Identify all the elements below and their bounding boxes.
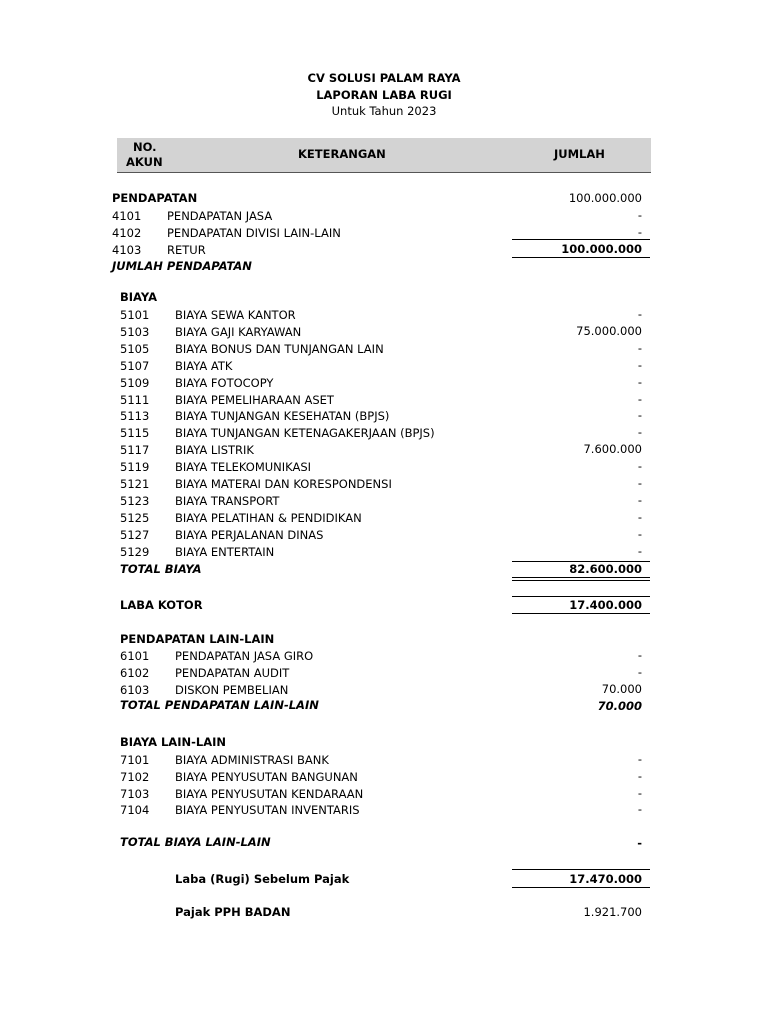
header-no: NO.: [133, 140, 157, 154]
total-biaya-lain-label: TOTAL BIAYA LAIN-LAIN: [120, 835, 271, 849]
row-code: 5103: [120, 324, 150, 339]
row-name: BIAYA SEWA KANTOR: [175, 308, 296, 322]
row-code: 5121: [120, 477, 150, 491]
row-name: BIAYA LISTRIK: [175, 443, 254, 458]
row-name: BIAYA ENTERTAIN: [175, 544, 275, 559]
row-amount: -: [637, 357, 642, 372]
row-code: 6103: [120, 683, 150, 697]
row-name: PENDAPATAN JASA GIRO: [175, 649, 314, 663]
row-code: 7102: [120, 769, 150, 784]
pendapatan-name: PENDAPATAN DIVISI LAIN-LAIN: [167, 226, 341, 240]
report-title: LAPORAN LABA RUGI: [316, 88, 452, 102]
row-amount: -: [637, 459, 642, 474]
row-amount: -: [637, 492, 642, 507]
header-akun: AKUN: [126, 155, 163, 169]
pendapatan-item-amount: -: [637, 208, 642, 222]
header-jumlah: JUMLAH: [554, 147, 605, 161]
row-code: 5107: [120, 358, 150, 373]
row-amount: -: [637, 340, 642, 355]
row-name: BIAYA PELATIHAN & PENDIDIKAN: [175, 510, 362, 525]
rule: [512, 869, 650, 870]
row-code: 5115: [120, 426, 150, 441]
row-amount: -: [637, 476, 642, 490]
laba-sebelum-pajak-label: Laba (Rugi) Sebelum Pajak: [175, 872, 350, 886]
row-code: 5129: [120, 544, 150, 559]
row-amount: -: [637, 785, 642, 800]
row-amount: -: [637, 768, 642, 783]
section-biaya-lain: BIAYA LAIN-LAIN: [120, 735, 227, 749]
row-amount: -: [637, 665, 642, 679]
row-amount: -: [637, 425, 642, 440]
row-code: 5105: [120, 341, 150, 356]
row-name: BIAYA GAJI KARYAWAN: [175, 324, 302, 339]
row-amount: 75.000.000: [576, 323, 642, 338]
row-name: PENDAPATAN AUDIT: [175, 666, 290, 680]
row-name: BIAYA BONUS DAN TUNJANGAN LAIN: [175, 341, 384, 356]
pendapatan-name: PENDAPATAN JASA: [167, 209, 273, 223]
pendapatan-code: 4101: [112, 209, 142, 223]
table-header: [117, 138, 651, 173]
row-amount: -: [637, 408, 642, 423]
row-name: BIAYA ADMINISTRASI BANK: [175, 753, 329, 767]
pajak-label: Pajak PPH BADAN: [175, 905, 291, 919]
row-amount: -: [637, 374, 642, 389]
row-name: BIAYA PENYUSUTAN BANGUNAN: [175, 769, 358, 784]
row-name: BIAYA TUNJANGAN KETENAGAKERJAAN (BPJS): [175, 426, 435, 441]
row-code: 6101: [120, 649, 150, 663]
laba-sebelum-pajak-amount: 17.470.000: [569, 872, 642, 886]
pendapatan-item-amount: -: [637, 225, 642, 239]
row-name: BIAYA PENYUSUTAN INVENTARIS: [175, 803, 360, 818]
rule: [512, 887, 650, 888]
row-amount: -: [637, 648, 642, 662]
row-code: 6102: [120, 666, 150, 680]
row-code: 5117: [120, 443, 150, 458]
row-name: BIAYA ATK: [175, 358, 233, 373]
rule: [512, 596, 650, 597]
row-code: 5109: [120, 375, 150, 390]
total-pendapatan-lain-label: TOTAL PENDAPATAN LAIN-LAIN: [120, 698, 319, 712]
row-amount: -: [637, 391, 642, 406]
row-code: 5111: [120, 392, 150, 407]
row-name: BIAYA MATERAI DAN KORESPONDENSI: [175, 477, 392, 491]
row-amount: -: [637, 526, 642, 541]
row-amount: -: [637, 802, 642, 817]
row-code: 7104: [120, 803, 150, 818]
laba-kotor-amount: 17.400.000: [569, 598, 642, 612]
rule: [512, 239, 650, 240]
pajak-amount: 1.921.700: [583, 905, 642, 919]
row-code: 7101: [120, 753, 150, 767]
row-name: BIAYA TRANSPORT: [175, 493, 280, 508]
pendapatan-amount: 100.000.000: [568, 191, 642, 205]
row-amount: -: [637, 752, 642, 766]
row-code: 5125: [120, 510, 150, 525]
report-period: Untuk Tahun 2023: [331, 104, 437, 118]
row-amount: 7.600.000: [583, 442, 642, 457]
row-code: 5113: [120, 409, 150, 424]
total-biaya-label: TOTAL BIAYA: [120, 562, 202, 576]
row-name: BIAYA TUNJANGAN KESEHATAN (BPJS): [175, 409, 390, 424]
row-amount: 70.000: [601, 682, 642, 696]
company-name: CV SOLUSI PALAM RAYA: [307, 71, 461, 85]
total-biaya-amount: 82.600.000: [569, 562, 642, 576]
pendapatan-code: 4103: [112, 243, 142, 257]
row-code: 5119: [120, 460, 150, 475]
row-name: BIAYA TELEKOMUNIKASI: [175, 460, 312, 475]
header-keterangan: KETERANGAN: [298, 147, 386, 161]
row-code: 5127: [120, 527, 150, 542]
row-code: 7103: [120, 786, 150, 801]
row-name: BIAYA PEMELIHARAAN ASET: [175, 392, 334, 407]
double-rule: [512, 577, 650, 581]
row-name: DISKON PEMBELIAN: [175, 683, 289, 697]
row-amount: -: [637, 307, 642, 321]
jumlah-pendapatan-label: JUMLAH PENDAPATAN: [112, 259, 252, 273]
row-name: BIAYA FOTOCOPY: [175, 375, 274, 390]
row-amount: -: [637, 509, 642, 524]
pendapatan-code: 4102: [112, 226, 142, 240]
section-pendapatan-lain: PENDAPATAN LAIN-LAIN: [120, 632, 275, 646]
section-pendapatan: PENDAPATAN: [112, 191, 198, 205]
pendapatan-item-amount: 100.000.000: [561, 242, 642, 256]
section-biaya: BIAYA: [120, 290, 157, 304]
laba-kotor-label: LABA KOTOR: [120, 598, 203, 612]
total-pendapatan-lain-amount: 70.000: [597, 699, 642, 713]
row-code: 5101: [120, 308, 150, 322]
row-amount: -: [637, 543, 642, 558]
pendapatan-name: RETUR: [167, 243, 206, 257]
row-code: 5123: [120, 493, 150, 508]
total-biaya-lain-amount: -: [637, 836, 642, 850]
row-name: BIAYA PENYUSUTAN KENDARAAN: [175, 786, 364, 801]
rule: [512, 257, 650, 258]
row-name: BIAYA PERJALANAN DINAS: [175, 527, 324, 542]
rule: [512, 613, 650, 614]
